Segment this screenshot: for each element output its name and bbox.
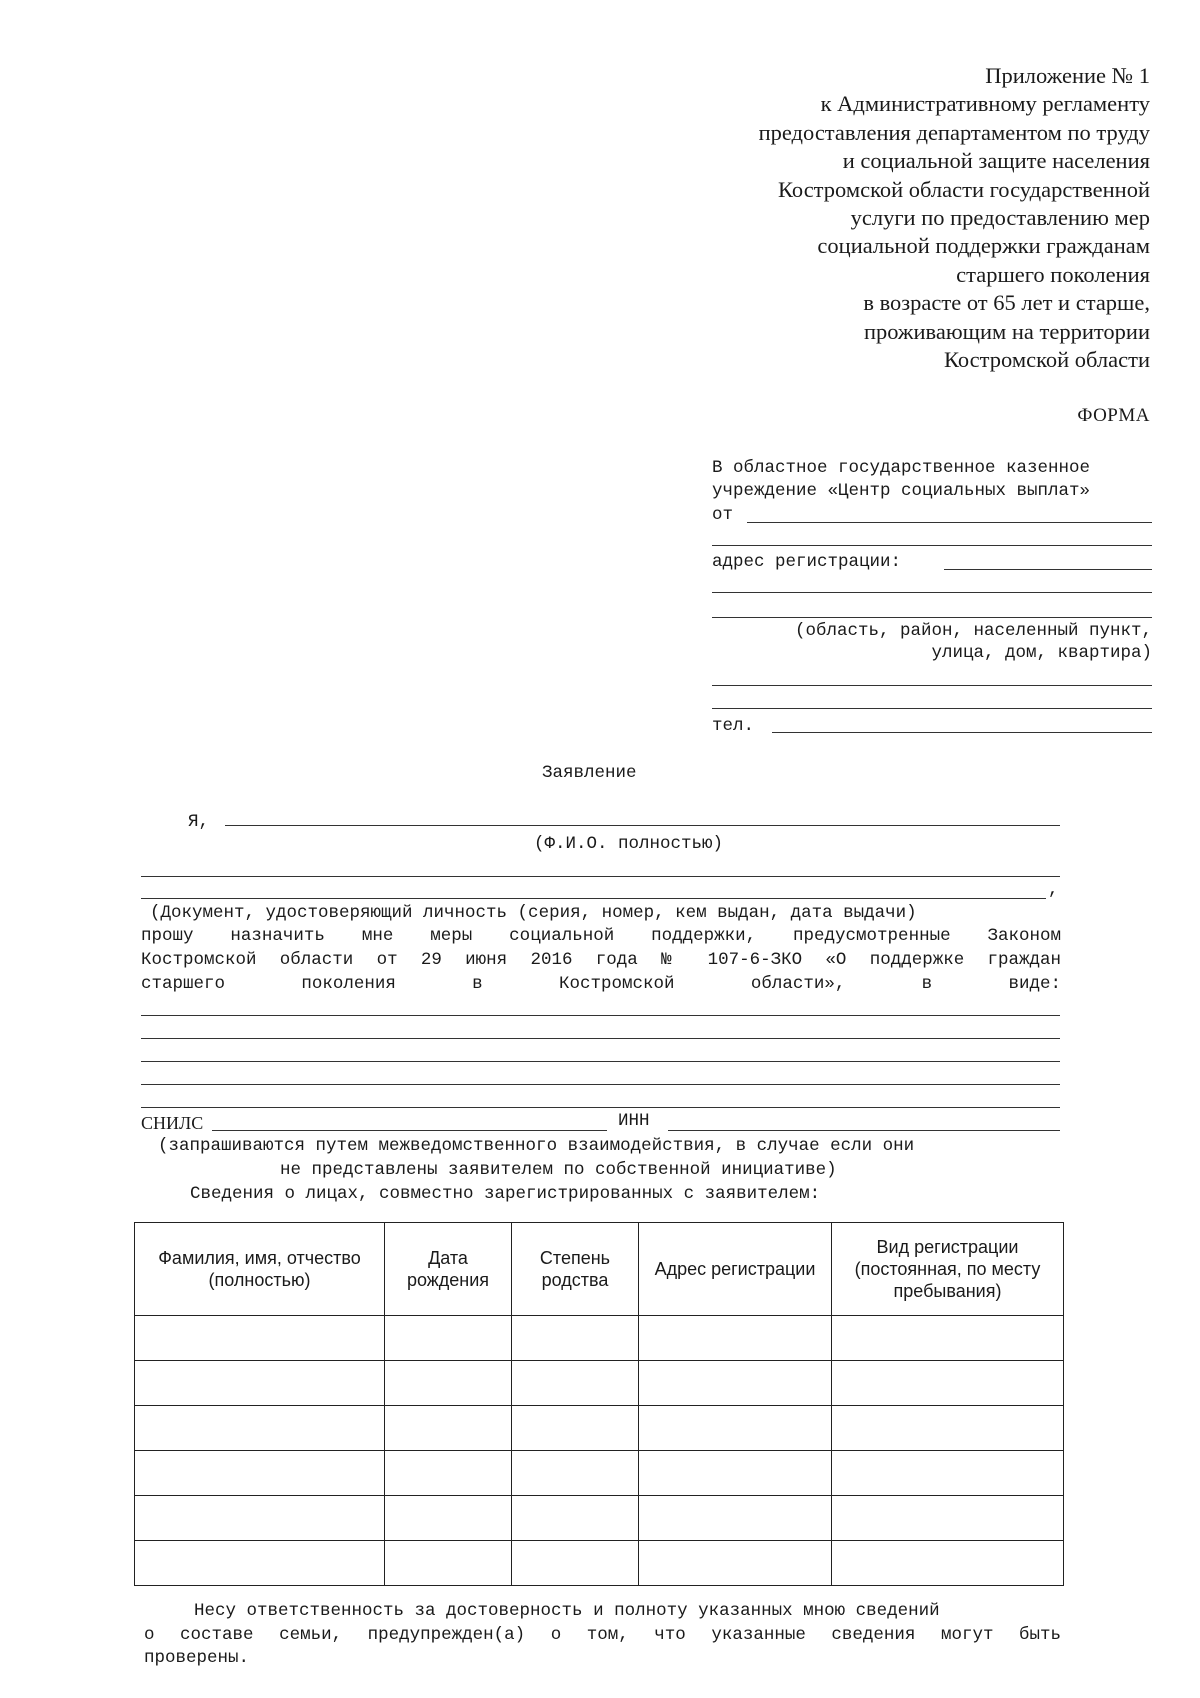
header-line: Костромской области государственной [778,176,1150,202]
col-header-kinship: Степень родства [512,1223,639,1316]
addressee-line-1: В областное государственное казенное [712,458,1091,478]
table-cell[interactable] [832,1496,1064,1541]
request-line-2: Костромской области от 29 июня 2016 года № 107-6-ЗКО «О поддержке граждан [141,950,1061,970]
address-field[interactable] [944,569,1152,570]
header-line: старшего поколения [956,261,1150,287]
header-line: Костромской области [943,347,1150,373]
table-cell[interactable] [639,1451,832,1496]
measures-field-line-3[interactable] [141,1061,1060,1062]
table-cell[interactable] [832,1316,1064,1361]
table-cell[interactable] [385,1406,512,1451]
interagency-note-1: (запрашиваются путем межведомственного взаимодействия, в случае если они [158,1136,915,1156]
table-cell[interactable] [639,1541,832,1586]
table-cell[interactable] [639,1406,832,1451]
table-cell[interactable] [385,1541,512,1586]
interagency-note-2: не представлены заявителем по собственной инициативе) [280,1160,837,1180]
inn-label: ИНН [618,1111,650,1131]
header-line: услуги по предоставлению мер [850,205,1150,231]
table-cell[interactable] [832,1361,1064,1406]
measures-field-line-1[interactable] [141,1015,1060,1016]
col-header-address: Адрес регистрации [639,1223,832,1316]
table-cell[interactable] [135,1451,385,1496]
col-header-fio: Фамилия, имя, отчество (полностью) [135,1223,385,1316]
document-field-line-1[interactable] [141,876,1060,877]
table-cell[interactable] [135,1496,385,1541]
inn-field[interactable] [668,1130,1060,1131]
phone-field[interactable] [772,732,1152,733]
address-field-line-2[interactable] [712,592,1152,593]
address-hint-1: (область, район, населенный пункт, [794,621,1152,641]
header-line: и социальной защите населения [842,148,1150,174]
table-cell[interactable] [512,1316,639,1361]
cohabitants-intro: Сведения о лицах, совместно зарегистрированных с заявителем: [190,1184,821,1204]
phone-label: тел. [712,716,755,736]
address-hint-2: улица, дом, квартира) [931,643,1152,663]
table-cell[interactable] [639,1316,832,1361]
table-cell[interactable] [832,1541,1064,1586]
footer-line-1: Несу ответственность за достоверность и полноту указанных мною сведений [194,1601,940,1621]
table-body [135,1316,1064,1586]
table-row [135,1316,1064,1361]
fio-field[interactable] [225,825,1060,826]
table-header-row [135,1223,1064,1316]
document-title: Заявление [542,763,637,783]
col-header-registration-type: Вид регистрации (постоянная, по месту пребывания) [832,1223,1064,1316]
header-line: Приложение № 1 [985,63,1150,88]
table-cell[interactable] [639,1496,832,1541]
table-row [135,1361,1064,1406]
table-cell[interactable] [832,1451,1064,1496]
header-line: социальной поддержки гражданам [817,233,1150,259]
cohabitants-table [134,1222,1064,1586]
table-cell[interactable] [385,1361,512,1406]
header-line: проживающим на территории [863,318,1150,344]
table-cell[interactable] [512,1361,639,1406]
snils-field[interactable] [212,1130,607,1131]
request-line-1: прошу назначить мне меры социальной поддержки, предусмотренные Законом [141,926,1061,946]
footer-line-2: о составе семьи, предупрежден(а) о том, что указанные сведения могут быть [144,1625,1061,1645]
table-row [135,1451,1064,1496]
header-line: к Административному регламенту [820,91,1150,117]
col-header-birth-date: Дата рождения [385,1223,512,1316]
form-label: ФОРМА [1077,405,1150,426]
addressee-line-2: учреждение «Центр социальных выплат» [712,481,1091,501]
table-cell[interactable] [832,1406,1064,1451]
table-cell[interactable] [135,1406,385,1451]
table-row [135,1406,1064,1451]
fio-hint: (Ф.И.О. полностью) [534,834,724,854]
ya-label: Я, [188,812,210,832]
snils-label: СНИЛС [141,1113,204,1133]
measures-field-line-4[interactable] [141,1084,1060,1085]
request-line-3: старшего поколения в Костромской области», в виде: [141,974,1061,994]
from-field-line-2[interactable] [712,545,1152,546]
document-hint: (Документ, удостоверяющий личность (серия, номер, кем выдан, дата выдачи) [150,903,917,923]
table-cell[interactable] [512,1451,639,1496]
comma: , [1048,880,1059,900]
table-row [135,1496,1064,1541]
footer-line-3: проверены. [144,1648,250,1668]
table-cell[interactable] [385,1496,512,1541]
table-cell[interactable] [135,1361,385,1406]
header-line: предоставления департаментом по труду [758,119,1150,145]
measures-field-line-5[interactable] [141,1107,1060,1108]
table-cell[interactable] [512,1496,639,1541]
address-field-line-4[interactable] [712,685,1152,686]
appendix-header [590,62,1150,374]
table-cell[interactable] [512,1541,639,1586]
table-row [135,1541,1064,1586]
document-field-line-2[interactable] [141,898,1046,899]
address-field-line-3[interactable] [712,617,1152,618]
table-cell[interactable] [135,1541,385,1586]
from-label: от [712,505,734,525]
address-field-line-5[interactable] [712,708,1152,709]
table-cell[interactable] [512,1406,639,1451]
table-cell[interactable] [385,1316,512,1361]
address-label: адрес регистрации: [712,552,902,572]
table-cell[interactable] [385,1451,512,1496]
table-cell[interactable] [135,1316,385,1361]
header-line: в возрасте от 65 лет и старше, [863,290,1150,316]
table-cell[interactable] [639,1361,832,1406]
from-field[interactable] [747,522,1152,523]
measures-field-line-2[interactable] [141,1038,1060,1039]
